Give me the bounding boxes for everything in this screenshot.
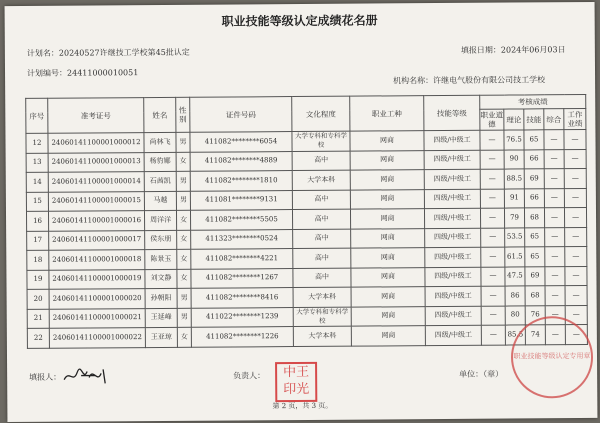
cell-theory: 88.5 [504, 169, 524, 189]
cell-seq: 12 [26, 133, 48, 153]
page-number: 第 2 页，共 3 页。 [272, 401, 333, 411]
cell-skill: 76 [525, 305, 545, 325]
cell-ethics: — [480, 169, 504, 189]
cell-seq: 14 [26, 172, 48, 192]
cell-theory: 47.5 [505, 266, 525, 286]
cell-id: 411082********1267 [191, 268, 293, 288]
cell-work: — [565, 286, 587, 306]
name-seal [275, 362, 317, 402]
cell-seq: 15 [26, 192, 48, 212]
cell-job: 网商 [350, 189, 424, 209]
cell-work: — [565, 266, 587, 286]
cell-level: 四级/中级工 [425, 247, 481, 267]
cell-ethics: — [481, 267, 505, 287]
cell-gender: 男 [177, 308, 191, 328]
cell-seq: 20 [27, 289, 49, 309]
cell-comp: — [544, 130, 564, 150]
cell-theory: 91 [504, 188, 524, 208]
cell-job: 网商 [350, 170, 424, 190]
cell-skill: 68 [524, 208, 544, 228]
cell-ticket: 24060141100001000015 [48, 191, 144, 211]
cell-id: 411082********6054 [190, 132, 292, 152]
cell-theory: 79 [504, 208, 524, 228]
cell-gender: 女 [176, 152, 190, 172]
cell-id: 411081********9131 [190, 190, 292, 210]
fill-date: 填报日期：2024年06月03日 [460, 45, 566, 55]
cell-name: 陈景玉 [145, 249, 177, 269]
cell-ethics: — [480, 208, 504, 228]
cell-work: — [564, 169, 586, 189]
cell-comp: — [544, 169, 564, 189]
cell-skill: 68 [525, 286, 545, 306]
header-ethics: 职业道德 [480, 110, 504, 129]
header-name: 姓名 [144, 97, 176, 132]
handwritten-signature [61, 363, 111, 387]
cell-work: — [564, 188, 586, 208]
cell-gender: 女 [176, 210, 190, 230]
cell-edu: 大学本科 [293, 287, 351, 307]
cell-id: 411082********4889 [190, 151, 292, 171]
cell-edu: 高中 [293, 268, 351, 288]
cell-work: — [565, 227, 587, 247]
cell-seq: 17 [27, 231, 49, 251]
cell-theory: 61.5 [505, 247, 525, 267]
cell-job: 网商 [350, 131, 424, 151]
cell-gender: 男 [176, 191, 190, 211]
cell-gender: 男 [177, 288, 191, 308]
cell-ethics: — [480, 150, 504, 170]
cell-ticket: 24060141100001000016 [48, 211, 144, 231]
cell-id: 411082********5505 [190, 210, 292, 230]
cell-level: 四级/中级工 [424, 169, 480, 189]
header-gender: 性别 [176, 97, 190, 132]
cell-ethics: — [481, 228, 505, 248]
cell-name: 王延峰 [145, 308, 177, 328]
cell-name: 石茜凯 [144, 171, 176, 191]
cell-ticket: 24060141100001000021 [49, 308, 145, 328]
header-skill: 技能 [524, 109, 544, 130]
cell-seq: 16 [26, 211, 48, 231]
cell-edu: 大学本科 [293, 326, 351, 346]
cell-job: 网商 [351, 326, 425, 346]
cell-seq: 19 [27, 270, 49, 290]
cell-id: 411323********0524 [191, 229, 293, 249]
cell-skill: 65 [525, 247, 545, 267]
cell-level: 四级/中级工 [425, 306, 481, 326]
cell-id: 411082********4221 [191, 249, 293, 269]
cell-id: 411022********1239 [191, 307, 293, 327]
cell-edu: 高中 [292, 190, 350, 210]
cell-job: 网商 [351, 228, 425, 248]
cell-comp: — [544, 188, 564, 208]
cell-gender: 女 [177, 249, 191, 269]
cell-name: 杨豹娜 [144, 152, 176, 172]
cell-level: 四级/中级工 [425, 286, 481, 306]
cell-name: 孙朝阳 [145, 288, 177, 308]
score-table [25, 94, 588, 348]
seal-char-1: 中 [283, 365, 297, 381]
cell-comp: — [545, 305, 565, 325]
cell-ticket: 24060141100001000012 [48, 133, 144, 153]
cell-edu: 高中 [293, 229, 351, 249]
cell-ethics: — [481, 306, 505, 326]
header-theory: 理论 [504, 109, 524, 130]
cell-edu: 高中 [292, 209, 350, 229]
cell-name: 尚林飞 [144, 132, 176, 152]
plan-number: 计划编号：24411000010051 [26, 68, 139, 78]
cell-ticket: 24060141100001000017 [49, 230, 145, 250]
organization-name: 机构名称：许继电气股份有限公司技工学校 [393, 75, 546, 86]
round-seal-text: 职业技能等级认定专用章 [513, 351, 591, 361]
cell-comp: — [545, 227, 565, 247]
cell-id: 411082********1226 [191, 327, 293, 347]
cell-level: 四级/中级工 [425, 325, 481, 345]
cell-comp: — [545, 325, 565, 345]
cell-work: — [564, 208, 586, 228]
header-scores: 考核成绩 [480, 95, 586, 110]
cell-skill: 69 [524, 169, 544, 189]
seal-char-2: 王 [296, 364, 310, 381]
cell-edu: 大学本科 [292, 170, 350, 190]
cell-work: — [565, 305, 587, 325]
seal-char-4: 光 [296, 381, 310, 398]
cell-gender: 女 [177, 327, 191, 347]
cell-edu: 高中 [293, 248, 351, 268]
cell-ticket: 24060141100001000013 [48, 152, 144, 172]
cell-level: 四级/中级工 [424, 189, 480, 209]
seal-char-3: 印 [283, 382, 297, 398]
cell-comp: — [545, 266, 565, 286]
cell-job: 网商 [351, 248, 425, 268]
cell-skill: 66 [524, 188, 544, 208]
document-page [5, 2, 598, 422]
cell-comp: — [545, 286, 565, 306]
header-comprehensive: 综合 [544, 109, 564, 130]
cell-ticket: 24060141100001000022 [49, 328, 145, 348]
cell-theory: 85.5 [505, 325, 525, 345]
header-id: 证件号码 [190, 97, 292, 133]
cell-seq: 13 [26, 153, 48, 173]
cell-work: — [564, 149, 586, 169]
cell-ticket: 24060141100001000020 [49, 289, 145, 309]
official-round-seal [511, 316, 594, 399]
cell-job: 网商 [351, 306, 425, 326]
cell-seq: 21 [27, 309, 49, 329]
cell-level: 四级/中级工 [424, 150, 480, 170]
header-seq: 序号 [26, 98, 48, 133]
plan-name: 计划名：20240527许继技工学校第45批认定 [26, 47, 190, 58]
cell-edu: 大学专科和专科学校 [293, 307, 351, 327]
cell-name: 侯东朋 [145, 230, 177, 250]
cell-comp: — [544, 149, 564, 169]
unit-label: 单位：（章） [459, 369, 504, 379]
cell-theory: 53.5 [505, 227, 525, 247]
cell-job: 网商 [351, 287, 425, 307]
header-ticket: 准考证号 [48, 98, 144, 134]
filler-label: 填报人： [29, 372, 62, 382]
cell-job: 网商 [350, 209, 424, 229]
cell-id: 411082********8416 [191, 288, 293, 308]
cell-seq: 22 [27, 328, 49, 348]
header-level: 技能等级 [424, 95, 480, 130]
cell-skill: 65 [525, 227, 545, 247]
header-work: 工作业绩 [564, 109, 586, 130]
responsible-label: 负责人： [233, 371, 266, 381]
cell-level: 四级/中级工 [425, 267, 481, 287]
cell-skill: 74 [525, 325, 545, 345]
cell-theory: 76.5 [504, 130, 524, 150]
cell-work: — [565, 247, 587, 267]
cell-ethics: — [480, 189, 504, 209]
cell-level: 四级/中级工 [424, 208, 480, 228]
cell-seq: 18 [27, 250, 49, 270]
cell-skill: 65 [524, 130, 544, 150]
cell-level: 四级/中级工 [425, 228, 481, 248]
cell-ethics: — [481, 325, 505, 345]
cell-ticket: 24060141100001000018 [49, 250, 145, 270]
cell-gender: 女 [177, 269, 191, 289]
table-row [27, 325, 587, 348]
header-education: 文化程度 [292, 96, 350, 131]
cell-edu: 高中 [292, 151, 350, 171]
cell-work: — [565, 325, 587, 345]
cell-gender: 男 [176, 132, 190, 152]
cell-gender: 男 [176, 171, 190, 191]
cell-theory: 86 [505, 286, 525, 306]
cell-ticket: 24060141100001000014 [48, 172, 144, 192]
document-title: 职业技能等级认定成绩花名册 [221, 13, 378, 29]
cell-comp: — [545, 247, 565, 267]
cell-theory: 90 [504, 149, 524, 169]
cell-ticket: 24060141100001000019 [49, 269, 145, 289]
cell-job: 网商 [350, 150, 424, 170]
header-job: 职业工种 [350, 96, 424, 132]
cell-ethics: — [481, 286, 505, 306]
cell-edu: 大学专科和专科学校 [292, 131, 350, 151]
cell-name: 刘文静 [145, 269, 177, 289]
cell-name: 马越 [144, 191, 176, 211]
cell-job: 网商 [351, 267, 425, 287]
cell-ethics: — [480, 130, 504, 150]
cell-skill: 69 [525, 266, 545, 286]
cell-gender: 女 [177, 230, 191, 250]
cell-name: 周洋洋 [144, 210, 176, 230]
cell-theory: 80 [505, 305, 525, 325]
cell-level: 四级/中级工 [424, 130, 480, 150]
cell-comp: — [544, 208, 564, 228]
cell-work: — [564, 130, 586, 150]
cell-name: 王亚琼 [145, 327, 177, 347]
cell-ethics: — [481, 247, 505, 267]
cell-skill: 66 [524, 149, 544, 169]
cell-id: 411082********1810 [190, 171, 292, 191]
